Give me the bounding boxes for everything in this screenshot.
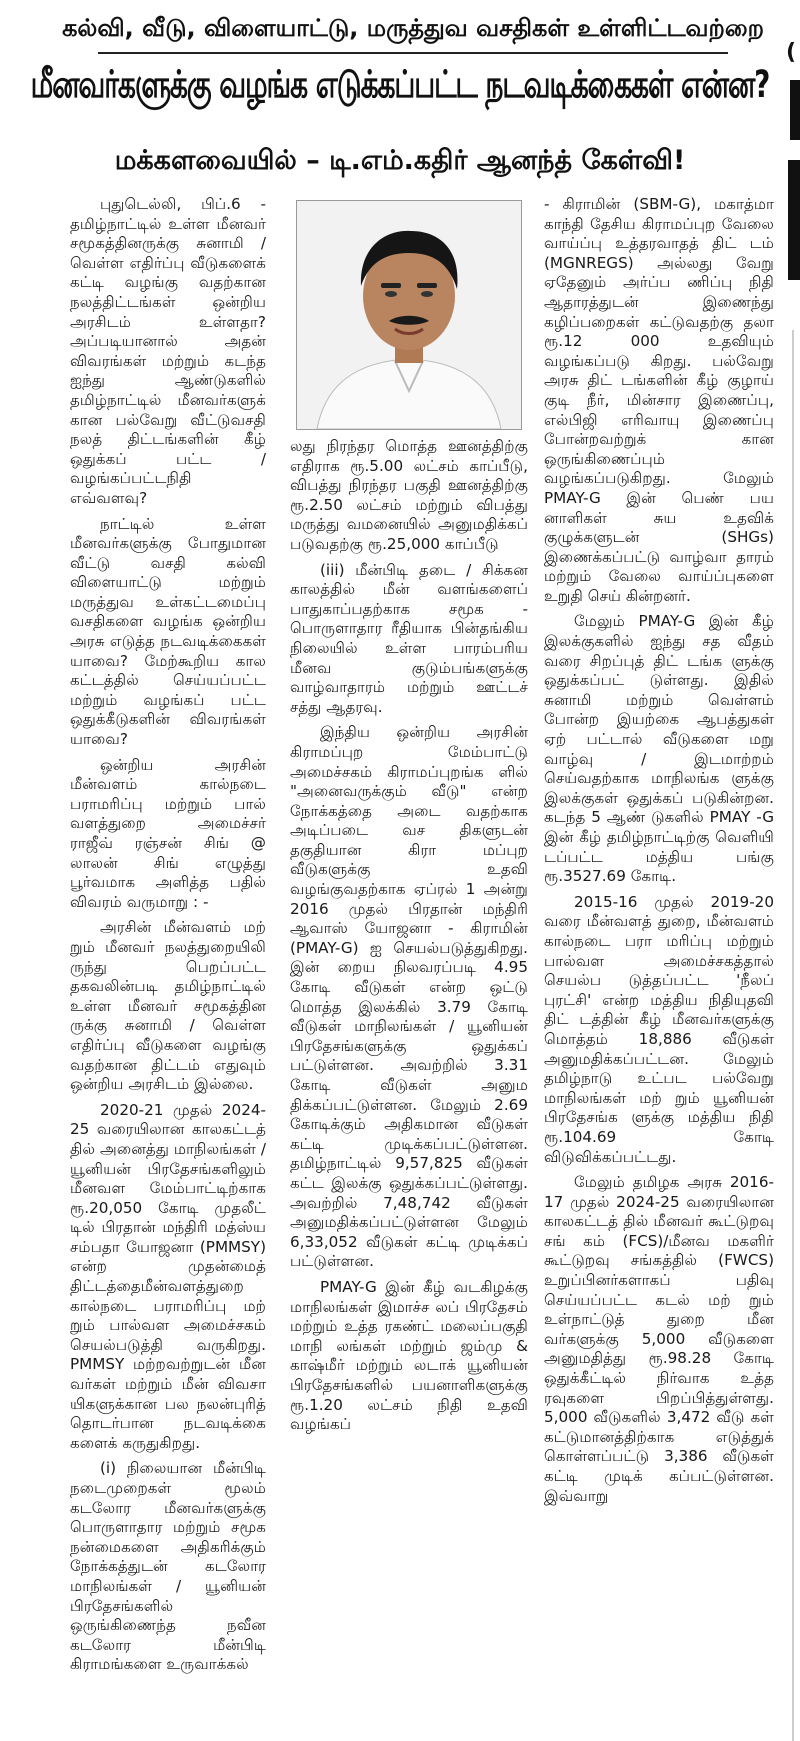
paragraph: PMAY-G இன் கீழ் வடகிழக்கு மாநிலங்கள் இமாச்ச லப் பிரதேசம் மற்றும் உத்த ரகண்ட் மலைப்பகுதி மாநி லங்கள் மற்றும் ஜம்மு & காஷ்மீர் மற்றும் லடாக் யூனியன் பிரதேசங்களில் பயனாளிகளுக்கு ரூ.1.20 லட்சம் நிதி உதவி வழங்கப்	[290, 1277, 528, 1434]
paragraph: இந்திய ஒன்றிய அரசின் கிராமப்புற மேம்பாட்டு அமைச்சகம் கிராமப்புறங்க ளில் "அனைவருக்கும் வீடு" என்ற நோக்கத்தை அடை வதற்காக அடிப்படை வச திகளுடன் தகுதியான கிரா மப்புற வீடுகளுக்கு உதவி வழங்குவதற்காக ஏப்ரல் 1 அன்று 2016 முதல் பிரதான் மந்திரி ஆவாஸ் யோஜனா - கிராமின் (PMAY-G) ஐ செயல்படுத்துகிறது. இன் றைய நிலவரப்படி 4.95 கோடி வீடுகள் என்ற ஒட்டு மொத்த இலக்கில் 3.79 கோடி வீடுகள் மாநிலங்கள் / யூனியன் பிரதேசங்களுக்கு ஒதுக்கப் பட்டுள்ளன. அவற்றில் 3.31 கோடி வீடுகள் அனும திக்கப்பட்டுள்ளன. மேலும் 2.69 கோடிக்கும் அதிகமான வீடுகள் கட்டி முடிக்கப்பட்டுள்ளன. தமிழ்நாட்டில் 9,57,825 வீடுகள் கட்ட இலக்கு ஒதுக்கப்பட்டுள்ளது. அவற்றில் 7,48,742 வீடுகள் அனுமதிக்கப்பட்டுள்ளன மேலும் 6,33,052 வீடுகள் கட்டி முடிக்கப் பட்டுள்ளன.	[290, 723, 528, 1271]
paragraph: 2020-21 முதல் 2024-25 வரையிலான காலகட்டத் தில் அனைத்து மாநிலங்கள் / யூனியன் பிரதேசங்களிலும் மீனவள மேம்பாட்டிற்காக ரூ.20,050 கோடி முதலீட் டில் பிரதான் மந்திரி மத்ஸ்ய சம்பதா யோஜனா (PMMSY) என்ற முதன்மைத் திட்டத்தைமீன்வளத்துறை கால்நடை பராமரிப்பு மற் றும் பால்வள அமைச்சகம் செயல்படுத்தி வருகிறது. PMMSY மற்றவற்றுடன் மீன வர்கள் மற்றும் மீன் விவசா யிகளுக்கான பல நலன்புரித் தொடர்பான நடவடிக்கை களைக் கருதுகிறது.	[70, 1100, 266, 1452]
paragraph: 2015-16 முதல் 2019-20 வரை மீன்வளத் துறை, மீன்வளம் கால்நடை பரா மரிப்பு மற்றும் பால்வள அமைச்சகத்தால் செயல்ப டுத்தப்பட்ட 'நீலப் புரட்சி' என்ற மத்திய நிதியுதவி திட் டத்தின் கீழ் மீனவர்களுக்கு மொத்தம் 18,886 வீடுகள் அனுமதிக்கப்பட்டன. மேலும் தமிழ்நாடு உட்பட பல்வேறு மாநிலங்கள் மற் றும் யூனியன் பிரதேசங்க ளுக்கு மத்திய நிதி ரூ.104.69 கோடி விடுவிக்கப்பட்டது.	[544, 892, 774, 1166]
paragraph: நாட்டில் உள்ள மீனவர்களுக்கு போதுமான வீட்டு வசதி கல்வி விளையாட்டு மற்றும் மருத்துவ உள்கட்டமைப்பு வசதிகளை வழங்க ஒன்றிய அரசு எடுத்த நடவடிக்கைகள் யாவை? மேற்கூறிய கால கட்டத்தில் செய்யப்பட்ட மற்றும் வழங்கப் பட்ட ஒதுக்கீடுகளின் விவரங்கள் யாவை?	[70, 514, 266, 749]
paragraph: மேலும் PMAY-G இன் கீழ் இலக்குகளில் ஐந்து சத வீதம் வரை சிறப்புத் திட் டங்க ளுக்கு ஒதுக்கப்பட் டுள்ளது. இதில் சுனாமி மற்றும் வெள்ளம் போன்ற இயற்கை ஆபத்துகள் ஏற் பட்டால் வீடுகளை மறு வாழ்வு / இடமாற்றம் செய்வதற்காக மாநிலங்க ளுக்கு இலக்குகள் ஒதுக்கப் படுகின்றன. கடந்த 5 ஆண் டுகளில் PMAY -G இன் கீழ் தமிழ்நாட்டிற்கு வெளியி டப்பட்ட மத்திய பங்கு ரூ.3527.69 கோடி.	[544, 612, 774, 886]
paragraph: மேலும் தமிழக அரசு 2016-17 முதல் 2024-25 வரையிலான காலகட்டத் தில் மீனவர் கூட்டுறவு சங் கம் (FCS)/மீனவ மகளிர் கூட்டுறவு சங்கத்தில் (FWCS) உறுப்பினர்களாகப் பதிவு செய்யப்பட்ட கடல் மற் றும் உள்நாட்டுத் துறை மீன வர்களுக்கு 5,000 வீடுகளை அனுமதித்து ரூ.98.28 கோடி ஒதுக்கீட்டில் நிர்வாக உத்த ரவுகளை பிறப்பித்துள்ளது. 5,000 வீடுகளில் 3,472 வீடு கள் கட்டுமானத்திற்காக எடுத்துக் கொள்ளப்பட்டு 3,386 வீடுகள் கட்டி முடிக் கப்பட்டுள்ளன. இவ்வாறு	[544, 1173, 774, 1505]
article-column-2	[290, 437, 528, 1441]
article-column-1	[70, 195, 266, 1681]
subheadline: மக்களவையில் – டி.எம்.கதிர் ஆனந்த் கேள்வி!	[114, 145, 686, 176]
adjacent-page-rule	[792, 330, 800, 1741]
paragraph: (iii) மீன்பிடி தடை / சிக்கன காலத்தில் மீன் வளங்களைப் பாதுகாப்பதற்காக சமூக - பொருளாதார ரீதியாக பின்தங்கிய நிலையில் உள்ள பாரம்பரிய மீனவ குடும்பங்களுக்கு வாழ்வாதாரம் மற்றும் ஊட்டச் சத்து ஆதரவு.	[290, 560, 528, 716]
paragraph: அரசின் மீன்வளம் மற் றும் மீனவர் நலத்துறையிலி ருந்து பெறப்பட்ட தகவலின்படி தமிழ்நாட்டில் உள்ள மீனவர் சமூகத்தின ருக்கு சுனாமி / வெள்ள எதிர்ப்பு வீடுகளை வழங்கு வதற்கான திட்டம் எதுவும் ஒன்றிய அரசிடம் இல்லை.	[70, 918, 266, 1094]
portrait-photo	[296, 200, 522, 430]
paragraph: (i) நிலையான மீன்பிடி நடைமுறைகள் மூலம் கடலோர மீனவர்களுக்கு பொருளாதார மற்றும் சமூக நன்மைகளை அதிகரிக்கும் நோக்கத்துடன் கடலோர மாநிலங்கள் / யூனியன் பிரதேசங்களில் ஒருங்கிணைந்த நவீன கடலோர மீன்பிடி கிராமங்களை உருவாக்கல்	[70, 1459, 266, 1674]
kicker: கல்வி, வீடு, விளையாட்டு, மருத்துவ வசதிகள் உள்ளிட்டவற்றை	[62, 14, 764, 42]
paragraph: புதுடெல்லி, பிப்.6 - தமிழ்நாட்டில் உள்ள மீனவர் சமூகத்தினருக்கு சுனாமி / வெள்ள எதிர்ப்பு வீடுகளைக் கட்டி வழங்கு வதற்கான நலத்திட்டங்கள் ஒன்றிய அரசிடம் உள்ளதா? அப்படியானால் அதன் விவரங்கள் மற்றும் கடந்த ஐந்து ஆண்டுகளில் தமிழ்நாட்டில் மீனவர்களுக் கான பல்வேறு வீட்டுவசதி நலத் திட்டங்களின் கீழ் ஒதுக்கப் பட்ட / வழங்கப்பட்டநிதி எவ்வளவு?	[70, 195, 266, 507]
paragraph: லது நிரந்தர மொத்த ஊனத்திற்கு எதிராக ரூ.5.00 லட்சம் காப்பீடு, விபத்து நிரந்தர பகுதி ஊனத்திற்கு ரூ.2.50 லட்சம் மற்றும் விபத்து மருத்து வமனையில் அனுமதிக்கப் படுவதற்கு ரூ.25,000 காப்பீடு	[290, 437, 528, 553]
headline: மீனவர்களுக்கு வழங்க எடுக்கப்பட்ட நடவடிக்கைகள் என்ன?	[30, 62, 770, 107]
adjacent-page-letter: (	[786, 40, 797, 65]
paragraph: - கிராமின் (SBM-G), மகாத்மா காந்தி தேசிய கிராமப்புற வேலை வாய்ப்பு உத்தரவாதத் திட் டம் (MGNREGS) அல்லது வேறு ஏதேனும் அர்ப்ப ணிப்பு நிதி ஆதாரத்துடன் இணைந்து கழிப்பறைகள் கட்டுவதற்கு தலா ரூ.12 000 உதவியும் வழங்கப்படு கிறது. பல்வேறு அரசு திட் டங்களின் கீழ் குழாய் குடி நீர், மின்சார இணைப்பு, எல்பிஜி எரிவாயு இணைப்பு போன்றவற்றுக் கான ஒருங்கிணைப்பும் வழங்கப்படுகிறது. மேலும் PMAY-G இன் பெண் பய னாளிகள் சுய உதவிக் குழுக்களுடன் (SHGs) இணைக்கப்பட்டு வாழ்வா தாரம் மற்றும் வேலை வாய்ப்புகளை உறுதி செய் கின்றனர்.	[544, 195, 774, 605]
portrait-illustration	[297, 201, 521, 429]
kicker-underline	[98, 52, 728, 54]
adjacent-page-block	[790, 80, 800, 140]
paragraph: ஒன்றிய அரசின் மீன்வளம் கால்நடை பராமரிப்பு மற்றும் பால் வளத்துறை அமைச்சர் ராஜீவ் ரஞ்சன் சிங் @ லாலன் சிங் எழுத்து பூர்வமாக அளித்த பதில் விவரம் வருமாறு : -	[70, 755, 266, 911]
kicker-block	[48, 0, 778, 62]
adjacent-page-block	[788, 160, 800, 280]
article-column-3	[544, 195, 774, 1512]
